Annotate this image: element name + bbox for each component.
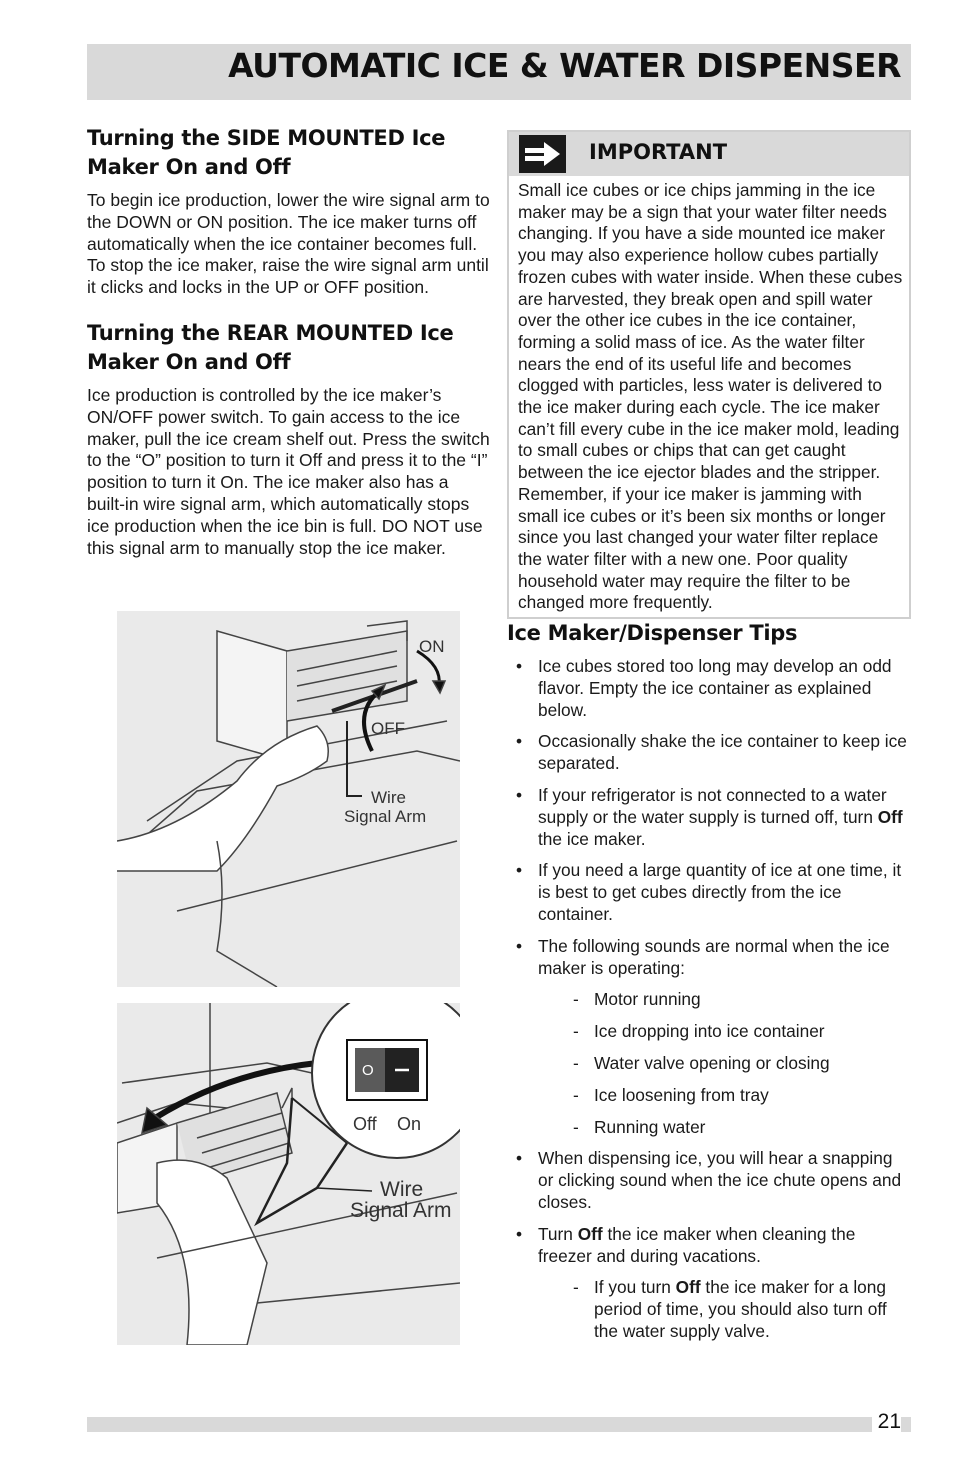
rear-mounted-text: Ice production is controlled by the ice maker’s ON/OFF power switch. To gain access to the ice maker, pull the ice cream shelf out. Press the switch to the “O” position to turn it Off and press it to the “I” position to turn it On. The ice maker also has a built-in wire signal arm, which automatically stops ice production when the ice bin is full. DO NOT use this signal arm to manually stop the ice maker. — [87, 384, 490, 558]
side-mounted-text: To begin ice production, lower the wire signal arm to the DOWN or ON position. The ice maker turns off automatically when the ice container becomes full. To stop the ice maker, raise the wire signal arm until it clicks and locks in the UP or OFF position. — [87, 190, 490, 298]
side-mounted-ice-maker-illustration — [117, 611, 460, 987]
important-notice — [507, 130, 911, 619]
switch-on-label: On — [397, 1114, 422, 1134]
important-title: IMPORTANT — [589, 140, 728, 164]
page-number: 21 — [872, 1410, 901, 1434]
sound-item: - Ice dropping into ice container — [538, 1021, 911, 1043]
tips-list — [507, 656, 911, 1343]
rear-mounted-ice-maker-illustration — [117, 1003, 460, 1345]
list-item: • Occasionally shake the ice container to keep ice separated. — [507, 731, 911, 775]
footer-bar — [87, 1417, 911, 1432]
sound-item: - Running water — [538, 1117, 911, 1139]
sounds-list — [538, 989, 911, 1138]
off-label: OFF — [371, 719, 405, 738]
list-item: • When dispensing ice, you will hear a snapping or clicking sound when the ice chute opens and closes. — [507, 1148, 911, 1213]
sound-item: - Motor running — [538, 989, 911, 1011]
on-label: ON — [419, 637, 445, 656]
header-bar — [87, 44, 911, 100]
important-header — [509, 132, 909, 176]
rear-ice-maker-drawing — [117, 1003, 460, 1345]
sound-item: - Water valve opening or closing — [538, 1053, 911, 1075]
switch-o-symbol: O — [362, 1062, 374, 1079]
arrow-right-icon — [519, 135, 566, 173]
page-title: AUTOMATIC ICE & WATER DISPENSER — [228, 46, 901, 85]
list-item: • Ice cubes stored too long may develop an odd flavor. Empty the ice container as explained below. — [507, 656, 911, 721]
signal-arm-label: Signal Arm — [350, 1199, 452, 1222]
sub-item: - If you turn Off the ice maker for a long period of time, you should also turn off the water supply valve. — [538, 1277, 911, 1342]
rear-mounted-heading: Turning the REAR MOUNTED Ice Maker On and Off — [87, 320, 454, 374]
list-item: • Turn Off the ice maker when cleaning the freezer and during vacations. - If you turn Off the ice maker for a long period of time, you should also turn off the water supply valve. — [507, 1224, 911, 1343]
list-item: • The following sounds are normal when the ice maker is operating: - Motor running - Ice dropping into ice container - Water valve opening or closing - Ice loosening from tray - Running water — [507, 936, 911, 1139]
sound-item: - Ice loosening from tray — [538, 1085, 911, 1107]
tips-heading: Ice Maker/Dispenser Tips — [507, 621, 798, 646]
side-ice-maker-drawing — [117, 611, 460, 987]
left-column — [87, 124, 491, 559]
list-item: • If your refrigerator is not connected to a water supply or the water supply is turned off, turn Off the ice maker. — [507, 785, 911, 850]
list-item: • If you need a large quantity of ice at one time, it is best to get cubes directly from the ice container. — [507, 860, 911, 925]
right-column — [507, 130, 911, 1353]
switch-off-label: Off — [353, 1114, 377, 1134]
wire-label: Wire — [371, 788, 406, 807]
wire-label: Wire — [380, 1178, 424, 1201]
side-mounted-heading: Turning the SIDE MOUNTED Ice Maker On and Off — [87, 126, 446, 179]
signal-arm-label: Signal Arm — [344, 807, 427, 826]
important-text: Small ice cubes or ice chips jamming in the ice maker may be a sign that your water filter needs changing. If you have a side mounted ice maker you may also experience hollow cubes partially frozen cubes with water inside. When these cubes are harvested, they break open and spill water over the other ice cubes in the ice container, forming a solid mass of ice. As the water filter nears the end of its useful life and becomes clogged with particles, less water is delivered to the ice maker during each cycle. The ice maker can’t fill every cube in the ice maker mold, leading to small cubes or chips that can get caught between the ice ejector blades and the stripper. Remember, if your ice maker is jamming with small ice cubes or it’s been six months or longer since you last changed your water filter replace the water filter with a new one. Poor quality household water may require the filter to be changed more frequently. — [518, 180, 903, 613]
vacation-sublist — [538, 1277, 911, 1342]
